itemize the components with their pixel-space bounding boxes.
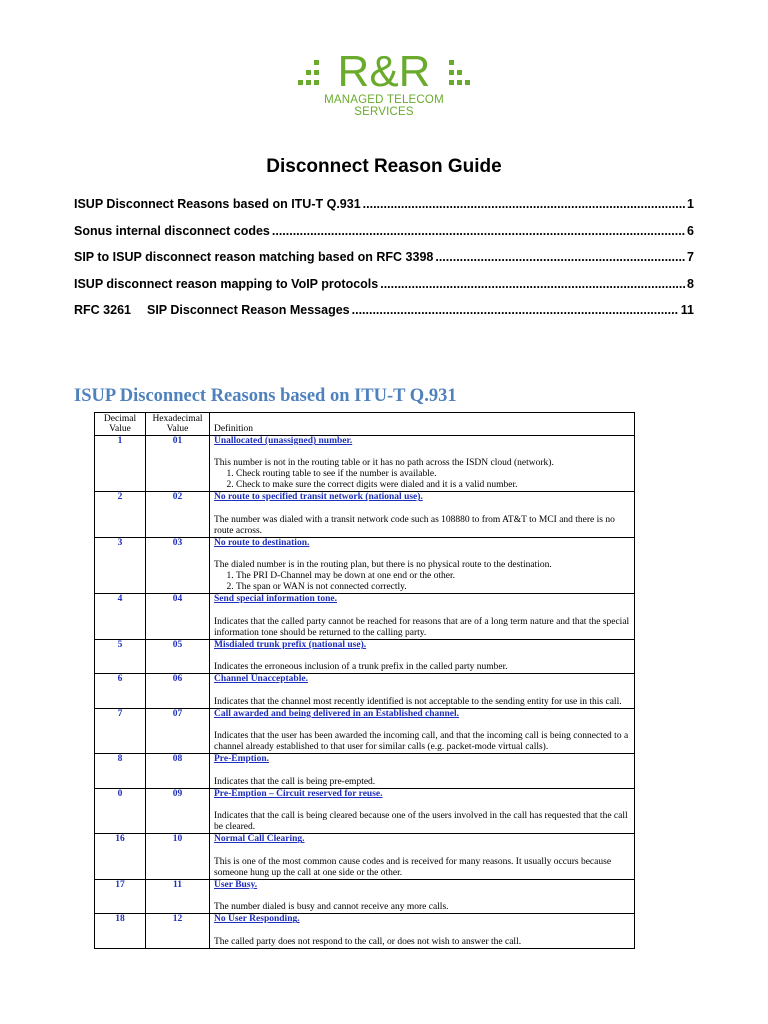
table-row [95,754,635,788]
header-definition: Definition [210,413,635,436]
toc-page-number: 8 [687,276,694,291]
definition-title: No User Responding. [214,914,300,925]
definition-title: Normal Call Clearing. [214,834,305,845]
hex-value-cell: 10 [146,834,210,880]
definition-title: User Busy. [214,880,258,891]
table-row [95,436,635,492]
definition-description: Indicates that the call is being cleared because one of the users involved in the call has requested that the call be cleared. [214,811,628,833]
logo-brand-text: R&R [337,47,431,92]
decimal-value-cell: 16 [95,834,146,880]
definition-steps-list [214,571,630,593]
decimal-value-cell: 5 [95,640,146,674]
decimal-value-cell: 3 [95,538,146,594]
definition-step: 1. The PRI D-Channel may be down at one end or the other. [236,571,630,582]
definition-steps-list [214,469,630,491]
definition-step: 2. The span or WAN is not connected correctly. [236,582,630,593]
definition-description: The number was dialed with a transit network code such as 108880 to from AT&T to MCI and there is no route across. [214,514,615,536]
definition-description: Indicates that the called party cannot be reached for reasons that are of a long term nature and that the special information tone should be returned to the calling party. [214,616,630,638]
toc-entry-text: Sonus internal disconnect codes [74,223,270,238]
table-row [95,640,635,674]
hex-value-cell: 02 [146,492,210,538]
toc-dot-leader [352,303,679,317]
definition-cell [210,640,635,674]
toc-entry-text: SIP Disconnect Reason Messages [146,303,350,317]
rr-logo-icon [294,46,474,92]
decimal-value-cell: 0 [95,788,146,834]
toc-page-number: 1 [687,197,694,211]
definition-cell [210,594,635,640]
definition-description: Indicates the erroneous inclusion of a trunk prefix in the called party number. [214,662,508,673]
table-of-contents [74,197,694,330]
toc-entry-title [74,224,270,238]
definition-description: This number is not in the routing table or it has no path across the ISDN cloud (network). [214,458,554,469]
definition-cell [210,708,635,754]
logo-tagline: MANAGED TELECOM SERVICES [324,94,444,118]
hex-value-cell: 04 [146,594,210,640]
hex-value-cell: 05 [146,640,210,674]
toc-dot-leader [435,250,685,264]
toc-entry[interactable] [74,224,694,251]
table-row [95,914,635,948]
definition-title: Pre-Emption. [214,754,269,765]
decimal-value-cell: 4 [95,594,146,640]
definition-description: Indicates that the user has been awarded the incoming call, and that the incoming call is being connected to a channel already established to that user for similar calls (e.g. packet-mode virtual calls). [214,731,629,753]
table-row [95,594,635,640]
definition-description: This is one of the most common cause codes and is received for many reasons. It usually occurs because someone hung up the call at one side or the other. [214,856,612,878]
definition-cell [210,834,635,880]
toc-page-number: 6 [687,223,694,238]
definition-title: Channel Unacceptable. [214,674,308,685]
decimal-value-cell: 18 [95,914,146,948]
page-title: Disconnect Reason Guide [266,156,502,177]
hex-value-cell: 03 [146,538,210,594]
toc-dot-leader [272,224,685,238]
toc-dot-leader [380,277,685,291]
definition-description: Indicates that the channel most recently identified is not acceptable to the sending entity for use in this call. [214,696,622,707]
toc-entry-number: RFC 3261 [74,303,131,317]
definition-description: The called party does not respond to the call, or does not wish to answer the call. [214,936,522,947]
hex-value-cell: 09 [146,788,210,834]
decimal-value-cell: 8 [95,754,146,788]
definition-description: The dialed number is in the routing plan, but there is no physical route to the destination. [214,560,552,571]
definition-step: 1. Check routing table to see if the number is available. [236,469,630,480]
table-header-row [95,413,635,436]
header-decimal-value: Decimal Value [95,413,146,436]
decimal-value-cell: 17 [95,880,146,914]
definition-cell [210,754,635,788]
toc-entry-title [74,277,378,291]
definition-step: 2. Check to make sure the correct digits were dialed and it is a valid number. [236,480,630,491]
definition-cell [210,674,635,708]
definition-title: Send special information tone. [214,594,337,605]
header-hexadecimal-value: Hexadecimal Value [146,413,210,436]
table-row [95,538,635,594]
definition-title: No route to destination. [214,538,310,549]
table-row [95,880,635,914]
isup-table-container [94,412,634,949]
toc-entry-title [74,197,361,211]
hex-value-cell: 08 [146,754,210,788]
toc-entry[interactable] [74,303,694,330]
definition-description: The number dialed is busy and cannot receive any more calls. [214,902,449,913]
table-row [95,492,635,538]
definition-title: No route to specified transit network (national use). [214,492,423,503]
hex-value-cell: 11 [146,880,210,914]
toc-entry-text: ISUP disconnect reason mapping to VoIP protocols [74,276,379,291]
table-row [95,788,635,834]
toc-entry-text: SIP to ISUP disconnect reason matching based on RFC 3398 [74,250,434,264]
definition-title: Misdialed trunk prefix (national use). [214,640,367,651]
decimal-value-cell: 7 [95,708,146,754]
definition-cell [210,492,635,538]
definition-cell [210,436,635,492]
toc-entry-text: ISUP Disconnect Reasons based on ITU-T Q.931 [74,197,361,211]
toc-dot-leader [363,197,685,211]
definition-description: Indicates that the call is being pre-empted. [214,776,376,787]
hex-value-cell: 12 [146,914,210,948]
definition-cell [210,788,635,834]
decimal-value-cell: 1 [95,436,146,492]
isup-disconnect-table [94,412,635,949]
definition-title: Unallocated (unassigned) number. [214,436,353,446]
toc-page-number: 7 [687,250,694,264]
toc-page-number: 11 [680,303,694,317]
table-row [95,834,635,880]
table-row [95,708,635,754]
hex-value-cell: 07 [146,708,210,754]
company-logo [294,46,474,118]
toc-entry[interactable] [74,197,694,224]
definition-cell [210,538,635,594]
toc-entry-title [74,303,350,317]
decimal-value-cell: 2 [95,492,146,538]
decimal-value-cell: 6 [95,674,146,708]
hex-value-cell: 06 [146,674,210,708]
section-heading: ISUP Disconnect Reasons based on ITU-T Q.931 [74,386,457,406]
hex-value-cell: 01 [146,436,210,492]
toc-entry[interactable] [74,250,694,277]
table-row [95,674,635,708]
definition-cell [210,914,635,948]
definition-title: Call awarded and being delivered in an Established channel. [214,708,460,719]
definition-title: Pre-Emption – Circuit reserved for reuse. [214,788,383,799]
definition-cell [210,880,635,914]
toc-entry-title [74,250,433,264]
toc-entry[interactable] [74,277,694,304]
